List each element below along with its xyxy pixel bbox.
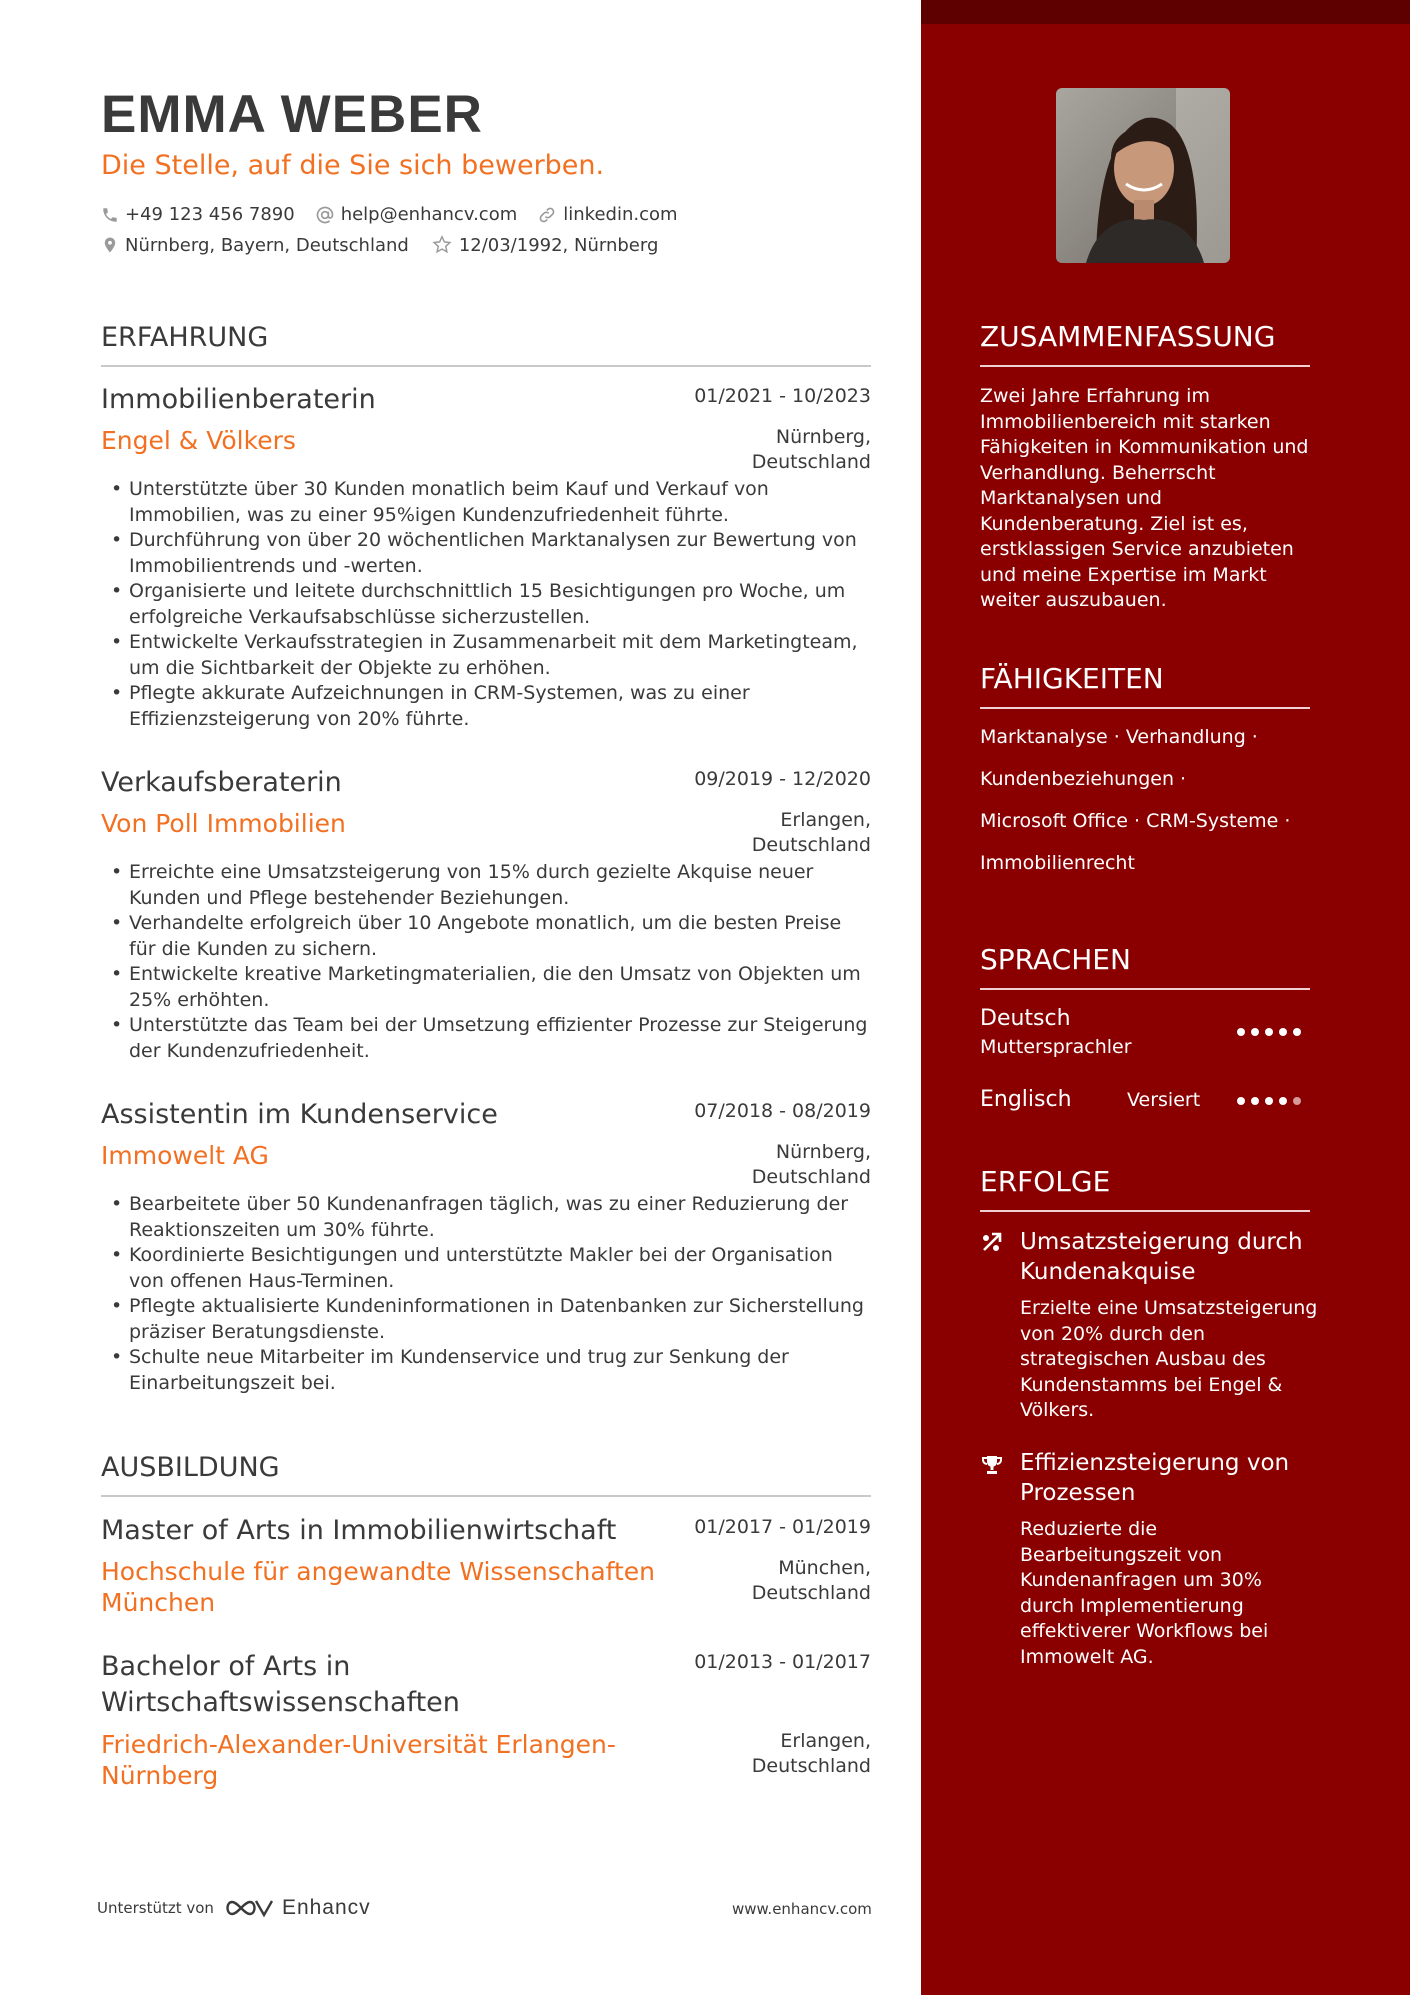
enhancv-brand-text: Enhancv	[281, 1896, 371, 1919]
contact-linkedin[interactable]	[537, 204, 677, 225]
bullet-item: • Unterstützte das Team bei der Umsetzung effizienter Prozesse zur Steigerung der Kundenzufriedenheit.	[101, 1013, 871, 1064]
rating-dot	[1293, 1028, 1301, 1036]
profile-photo	[1056, 88, 1230, 263]
star-icon	[431, 234, 453, 256]
experience-entry	[101, 1098, 871, 1396]
bullet-item: • Pflegte akkurate Aufzeichnungen in CRM-Systemen, was zu einer Effizienzsteigerung von 20% führte.	[101, 681, 871, 732]
summary-text: Zwei Jahre Erfahrung im Immobilienbereich mit starken Fähigkeiten in Kommunikation und Verhandlung. Beherrscht Marktanalysen und Kundenberatung. Ziel ist es, erstklassigen Service anzubieten und meine Expertise im Markt weiter auszubauen.	[980, 385, 1309, 611]
rating-dot-empty	[1293, 1097, 1301, 1105]
language-level: Versiert	[1127, 1089, 1201, 1111]
bullet-item: • Unterstützte über 30 Kunden monatlich beim Kauf und Verkauf von Immobilien, was zu einer 95%igen Kundenzufriedenheit führte.	[101, 477, 871, 528]
degree-title: Bachelor of Arts in Wirtschaftswissenschaften	[101, 1651, 460, 1718]
education-entry	[101, 1514, 871, 1618]
language-name: Deutsch	[980, 1006, 1071, 1031]
experience-entry	[101, 383, 871, 732]
rating-dot	[1265, 1097, 1273, 1105]
bullet-item: • Erreichte eine Umsatzsteigerung von 15% durch gezielte Akquise neuer Kunden und Pflege bestehender Beziehungen.	[101, 860, 871, 911]
job-location: Nürnberg, Deutschland	[751, 1141, 871, 1188]
job-company: Engel & Völkers	[101, 426, 296, 455]
bullet-item: • Schulte neue Mitarbeiter im Kundenservice und trug zur Senkung der Einarbeitungszeit bei.	[101, 1345, 871, 1396]
link-icon	[537, 205, 557, 225]
achievement-title: Umsatzsteigerung durch Kundenakquise	[1020, 1229, 1303, 1285]
rating-dot	[1237, 1028, 1245, 1036]
school-name: Hochschule für angewandte Wissenschaften München	[101, 1557, 656, 1617]
education-dates: 01/2013 - 01/2017	[694, 1651, 871, 1673]
job-headline: Die Stelle, auf die Sie sich bewerben.	[101, 150, 605, 181]
rating-dot	[1279, 1097, 1287, 1105]
bullet-item: • Entwickelte kreative Marketingmaterialien, die den Umsatz von Objekten um 25% erhöhten.	[101, 962, 871, 1013]
contact-row-1	[101, 204, 698, 225]
job-dates: 09/2019 - 12/2020	[694, 768, 871, 790]
phone-icon	[101, 206, 119, 224]
footer-powered-by	[97, 1896, 371, 1920]
bullet-item: • Pflegte aktualisierte Kundeninformationen in Datenbanken zur Sicherstellung präziser Beratungsdienste.	[101, 1294, 871, 1345]
sidebar-top-band	[921, 0, 1410, 24]
job-role: Verkaufsberaterin	[101, 767, 342, 798]
bullet-item: • Koordinierte Besichtigungen und unterstützte Makler bei der Organisation von offenen Haus-Terminen.	[101, 1243, 871, 1294]
job-company: Von Poll Immobilien	[101, 809, 346, 838]
school-name: Friedrich-Alexander-Universität Erlangen-Nürnberg	[101, 1730, 616, 1790]
job-company: Immowelt AG	[101, 1141, 269, 1170]
bullet-item: • Organisierte und leitete durchschnittlich 15 Besichtigungen pro Woche, um erfolgreiche Verkaufsabschlüsse sicherzustellen.	[101, 579, 871, 630]
sidebar	[921, 0, 1410, 1995]
summary-section-title: ZUSAMMENFASSUNG	[980, 320, 1310, 367]
job-role: Immobilienberaterin	[101, 384, 376, 415]
contact-phone[interactable]	[101, 204, 295, 225]
language-level: Muttersprachler	[980, 1036, 1132, 1058]
powered-by-text: Unterstützt von	[97, 1899, 214, 1917]
contact-birth	[431, 234, 659, 256]
candidate-name: EMMA WEBER	[101, 85, 483, 144]
languages-section-title: SPRACHEN	[980, 943, 1310, 990]
school-location: Erlangen, Deutschland	[751, 1730, 871, 1777]
skills-line: Microsoft Office · CRM-Systeme ·	[980, 810, 1291, 832]
job-bullets	[101, 1192, 871, 1396]
job-location: Erlangen, Deutschland	[751, 809, 871, 856]
at-icon	[315, 205, 335, 225]
contact-row-2	[101, 234, 678, 256]
bullet-item: • Bearbeitete über 50 Kundenanfragen täglich, was zu einer Reduzierung der Reaktionszeiten um 30% führte.	[101, 1192, 871, 1243]
achievements-section-title: ERFOLGE	[980, 1165, 1310, 1212]
job-location: Nürnberg, Deutschland	[751, 426, 871, 473]
education-section-title: AUSBILDUNG	[101, 1452, 871, 1497]
bullet-item: • Durchführung von über 20 wöchentlichen Marktanalysen zur Bewertung von Immobilientrends und -werten.	[101, 528, 871, 579]
bullet-item: • Verhandelte erfolgreich über 10 Angebote monatlich, um die besten Preise für die Kunden zu sichern.	[101, 911, 871, 962]
growth-icon	[980, 1230, 1004, 1258]
job-bullets	[101, 860, 871, 1064]
job-dates: 07/2018 - 08/2019	[694, 1100, 871, 1122]
rating-dot	[1237, 1097, 1245, 1105]
school-location: München, Deutschland	[751, 1557, 871, 1604]
rating-dot	[1279, 1028, 1287, 1036]
achievement-text: Reduzierte die Bearbeitungszeit von Kundenanfragen um 30% durch Implementierung effektiverer Workflows bei Immowelt AG.	[1020, 1518, 1269, 1668]
skills-section-title: FÄHIGKEITEN	[980, 662, 1310, 709]
language-rating	[1231, 1028, 1301, 1036]
language-rating	[1231, 1097, 1301, 1105]
email-text: help@enhancv.com	[340, 204, 518, 225]
rating-dot	[1265, 1028, 1273, 1036]
skills-line: Immobilienrecht	[980, 852, 1135, 874]
experience-entry	[101, 766, 871, 1064]
achievement-text: Erzielte eine Umsatzsteigerung von 20% durch den strategischen Ausbau des Kundenstamms bei Engel & Völkers.	[1020, 1297, 1318, 1421]
trophy-icon	[980, 1453, 1004, 1481]
phone-text: +49 123 456 7890	[125, 204, 295, 225]
achievement-title: Effizienzsteigerung von Prozessen	[1020, 1450, 1290, 1506]
skills-line: Marktanalyse · Verhandlung ·	[980, 726, 1258, 748]
contact-location	[101, 235, 409, 256]
job-bullets	[101, 477, 871, 732]
education-entry	[101, 1649, 871, 1791]
degree-title: Master of Arts in Immobilienwirtschaft	[101, 1515, 617, 1546]
education-dates: 01/2017 - 01/2019	[694, 1516, 871, 1538]
enhancv-logo-icon	[226, 1896, 274, 1920]
job-role: Assistentin im Kundenservice	[101, 1099, 498, 1130]
experience-section-title: ERFAHRUNG	[101, 322, 871, 367]
contact-email[interactable]	[315, 204, 518, 225]
skills-line: Kundenbeziehungen ·	[980, 768, 1187, 790]
bullet-item: • Entwickelte Verkaufsstrategien in Zusammenarbeit mit dem Marketingteam, um die Sichtbarkeit der Objekte zu erhöhen.	[101, 630, 871, 681]
birth-text: 12/03/1992, Nürnberg	[458, 234, 659, 256]
linkedin-text: linkedin.com	[563, 204, 678, 225]
language-name: Englisch	[980, 1087, 1072, 1112]
rating-dot	[1251, 1028, 1259, 1036]
job-dates: 01/2021 - 10/2023	[694, 385, 871, 407]
location-pin-icon	[101, 235, 119, 255]
location-text: Nürnberg, Bayern, Deutschland	[125, 234, 409, 256]
footer-url[interactable]: www.enhancv.com	[732, 1900, 872, 1918]
rating-dot	[1251, 1097, 1259, 1105]
